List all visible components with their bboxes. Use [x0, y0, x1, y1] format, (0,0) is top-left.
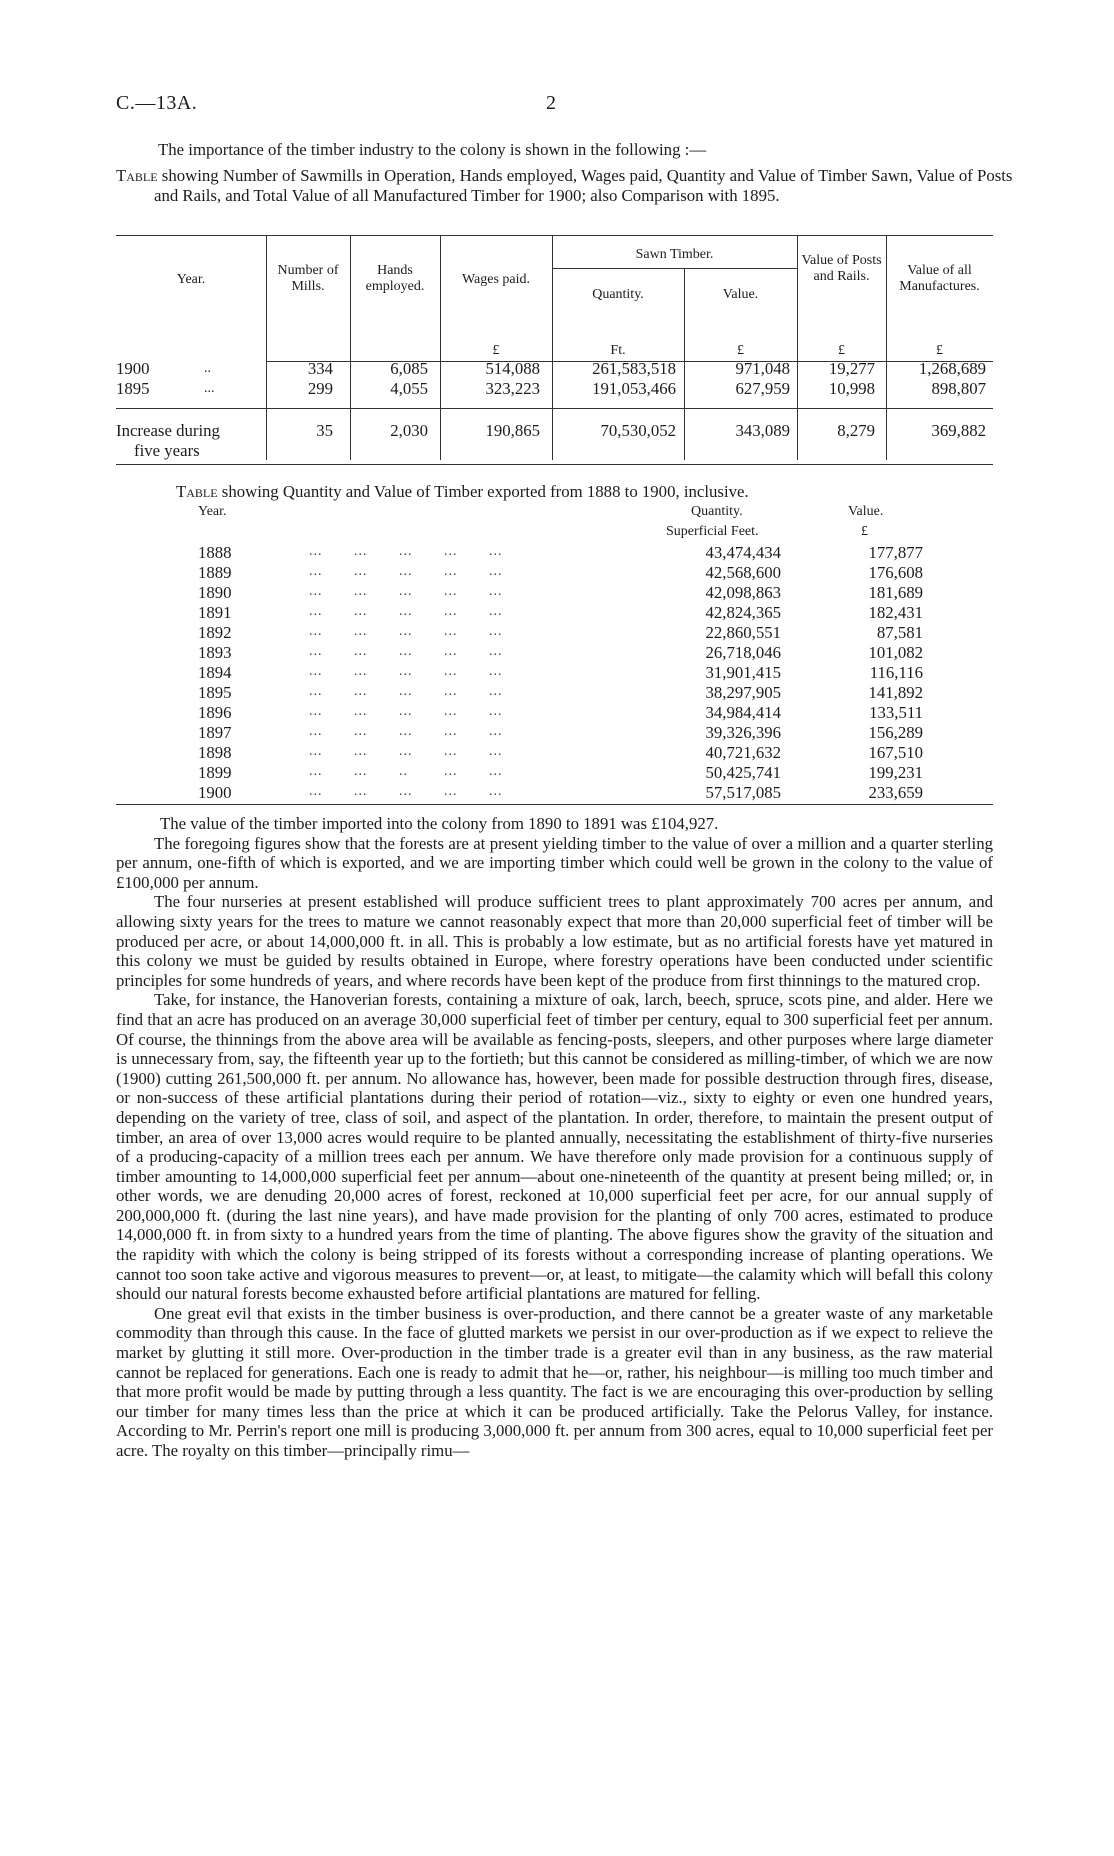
table1-col-divider: [440, 408, 441, 460]
header-quantity-unit: Superficial Feet.: [666, 524, 759, 539]
cell-year: 1896: [198, 703, 232, 722]
cell-leader-dots: ... ... ... ... ...: [309, 604, 503, 619]
table1-col-divider: [886, 408, 887, 460]
cell-value: 343,089: [735, 421, 790, 440]
cell-hands: 2,030: [390, 421, 428, 440]
header-mills: Number of Mills.: [277, 263, 339, 294]
cell-quantity: 26,718,046: [705, 643, 781, 662]
paragraph: The four nurseries at present established will produce sufficient trees to plant approximately 700 acres per annum, and allowing sixty years for the trees to mature we cannot reasonably expect that more than 20,000 superficial feet of timber will be produced per acre, or about 14,000,000 ft. in all. This is probably a low estimate, but as no artificial forests have yet matured in this colony we must be guided by results obtained in Europe, where forestry operations have been conducted under scientific principles for some hundreds of years, and where records have been kept of the produce from first thinnings to the matured crop.: [116, 892, 993, 990]
cell-value: 181,689: [868, 583, 923, 602]
cell-quantity: 22,860,551: [705, 623, 781, 642]
table2-caption: [176, 482, 749, 502]
body-text: [116, 814, 993, 1461]
cell-all: 369,882: [931, 421, 986, 440]
paragraph: One great evil that exists in the timber business is over-production, and there cannot be a greater waste of any marketable commodity than through this cause. In the face of glutted markets we persist in our over-production as if we expect to relieve the market by glutting it still more. Over-production in the timber trade is a greater evil than in any business, as the raw material cannot be replaced for generations. Each one is ready to admit that he—or, rather, his neighbour—is milling too much timber and that more profit would be made by putting through a less quantity. The fact is we are encouraging this over-production by selling our timber for many times less than the price at which it can be produced artificially. Take the Pelorus Valley, for instance. According to Mr. Perrin's report one mill is producing 3,000,000 ft. per annum from 300 acres, equal to 10,000 superficial feet per acre. The royalty on this timber—principally rimu—: [116, 1303, 993, 1460]
cell-value: 133,511: [869, 703, 923, 722]
cell-leader-dots: ... ... ... ... ...: [309, 704, 503, 719]
table1-end-rule: [116, 464, 993, 465]
table1-caption-text: showing Number of Sawmills in Operation, Hands employed, Wages paid, Quantity and Value of Timber Sawn, Value of Posts and Rails, and Total Value of all Manufactured Timber for 1900; also Comparison with 1895.: [154, 166, 1013, 205]
cell-year: 1892: [198, 623, 232, 642]
cell-value: 971,048: [735, 359, 790, 378]
unit-wages: £: [492, 343, 500, 358]
cell-dots: ...: [204, 381, 215, 396]
cell-value: 176,608: [868, 563, 923, 582]
table-row: [116, 643, 993, 663]
intro-sentence: The importance of the timber industry to the colony is shown in the following :—: [158, 140, 707, 159]
cell-leader-dots: ... ... ... ... ...: [309, 564, 503, 579]
header-year: Year.: [198, 504, 227, 519]
cell-leader-dots: ... ... ... ... ...: [309, 684, 503, 699]
cell-year: 1900: [116, 359, 150, 378]
cell-hands: 6,085: [390, 359, 428, 378]
table1-col-divider: [266, 408, 267, 460]
cell-mills: 299: [307, 379, 333, 398]
cell-value: 87,581: [876, 623, 923, 642]
cell-all: 1,268,689: [918, 359, 986, 378]
cell-wages: 190,865: [485, 421, 540, 440]
unit-all: £: [936, 343, 943, 358]
cell-posts: 19,277: [828, 359, 875, 378]
cell-wages: 323,223: [485, 379, 540, 398]
cell-leader-dots: ... ... ... ... ...: [309, 784, 503, 799]
table2-caption-text: showing Quantity and Value of Timber exported from 1888 to 1900, inclusive.: [217, 482, 749, 501]
header-year: Year.: [176, 272, 206, 287]
cell-dots: ..: [204, 361, 211, 376]
table1-top-rule: [116, 235, 993, 236]
table-row: [116, 683, 993, 703]
cell-value: 233,659: [868, 783, 923, 802]
cell-value: 101,082: [868, 643, 923, 662]
table-row: [116, 663, 993, 683]
header-all-manufactures: Value of all Manufactures.: [899, 263, 980, 294]
header-wages: Wages paid.: [461, 272, 531, 287]
cell-quantity: 50,425,741: [705, 763, 781, 782]
table1-caption: [116, 166, 1034, 206]
cell-quantity: 57,517,085: [705, 783, 781, 802]
cell-quantity: 40,721,632: [705, 743, 781, 762]
paragraph: The value of the timber imported into the colony from 1890 to 1891 was £104,927.: [160, 814, 719, 833]
cell-leader-dots: ... ... ... ... ...: [309, 584, 503, 599]
cell-quantity: 42,098,863: [705, 583, 781, 602]
cell-value: 627,959: [735, 379, 790, 398]
cell-year: 1889: [198, 563, 232, 582]
cell-year: 1894: [198, 663, 232, 682]
table1-col-divider: [552, 408, 553, 460]
cell-value: 156,289: [868, 723, 923, 742]
cell-value: 199,231: [868, 763, 923, 782]
cell-year: 1898: [198, 743, 232, 762]
cell-year: 1895: [116, 379, 150, 398]
table-row: [116, 723, 993, 743]
header-posts-rails: Value of Posts and Rails.: [801, 253, 882, 284]
cell-leader-dots: ... ... ... ... ...: [309, 544, 503, 559]
cell-quantity: 42,824,365: [705, 603, 781, 622]
unit-quantity: Ft.: [610, 343, 626, 358]
cell-quantity: 39,326,396: [705, 723, 781, 742]
table-row: [116, 543, 993, 563]
table2-caption-lead: Table: [176, 482, 218, 501]
header-value: Value.: [722, 287, 759, 302]
table-row: [116, 743, 993, 763]
table-row: [116, 763, 993, 783]
cell-year: 1893: [198, 643, 232, 662]
cell-quantity: 191,053,466: [592, 379, 676, 398]
header-quantity: Quantity.: [592, 287, 644, 302]
cell-quantity: 70,530,052: [600, 421, 676, 440]
cell-year: 1891: [198, 603, 232, 622]
cell-year: 1888: [198, 543, 232, 562]
cell-value: 116,116: [869, 663, 923, 682]
header-value: Value.: [848, 504, 884, 519]
table1-col-divider: [797, 408, 798, 460]
unit-posts: £: [838, 343, 845, 358]
table1-sawn-rule: [552, 268, 797, 269]
table1-caption-lead: Table: [116, 166, 158, 185]
paragraph: Take, for instance, the Hanoverian forests, containing a mixture of oak, larch, beech, spruce, scots pine, and alder. Here we find that an acre has produced on an average 30,000 superficial feet of timber per century, equal to 300 superficial feet per annum. Of course, the thinnings from the above area will be available as fencing-posts, sleepers, and other purposes where large diameter is unnecessary from, say, the fifteenth year up to the fortieth; but this cannot be considered as milling-timber, of which we are now (1900) cutting 261,500,000 ft. per annum. No allowance has, however, been made for possible destruction through fires, disease, or non-success of these artificial plantations during their period of rotation—viz., sixty to eighty or even one hundred years, depending on the variety of tree, class of soil, and aspect of the plantation. In order, therefore, to maintain the present output of timber, an area of over 13,000 acres would require to be planted annually, necessitating the establishment of thirty-five nurseries of a producing-capacity of a million trees each per annum. We have therefore only made provision for a continuous supply of timber amounting to 14,000,000 superficial feet per annum—about one-nineteenth of the quantity at present being milled; or, in other words, we are denuding 20,000 acres of forest, reckoned at 10,000 superficial feet per acre, for our annual supply of 200,000,000 ft. (during the last nine years), and have made provision for the planting of only 700 acres, estimated to produce 14,000,000 ft. in from sixty to a hundred years from the time of planting. The above figures show the gravity of the situation and the rapidity with which the colony is being stripped of its forests without a corresponding increase of planting operations. We cannot too soon take active and vigorous measures to prevent—or, at least, to mitigate—the calamity which will befall this colony should our natural forests become exhausted before artificial plantations are matured for felling.: [116, 990, 993, 1304]
cell-value: 141,892: [868, 683, 923, 702]
document-id: C.—13A.: [116, 92, 198, 114]
increase-label: Increase during: [116, 421, 220, 440]
cell-quantity: 43,474,434: [705, 543, 781, 562]
page-number: 2: [546, 92, 556, 114]
cell-quantity: 38,297,905: [705, 683, 781, 702]
header-quantity: Quantity.: [691, 504, 743, 519]
cell-value: 177,877: [868, 543, 923, 562]
table2-bottom-rule: [116, 804, 993, 805]
cell-year: 1895: [198, 683, 232, 702]
cell-posts: 10,998: [828, 379, 875, 398]
table-row: [116, 703, 993, 723]
cell-posts: 8,279: [837, 421, 875, 440]
unit-value: £: [737, 343, 744, 358]
cell-leader-dots: ... ... ... ... ...: [309, 644, 503, 659]
header-value-unit: £: [861, 524, 868, 539]
cell-leader-dots: ... ... .. ... ...: [309, 764, 503, 779]
cell-quantity: 42,568,600: [705, 563, 781, 582]
table1-col-divider: [684, 408, 685, 460]
table-row: [116, 603, 993, 623]
cell-leader-dots: ... ... ... ... ...: [309, 624, 503, 639]
cell-leader-dots: ... ... ... ... ...: [309, 744, 503, 759]
cell-value: 182,431: [868, 603, 923, 622]
cell-mills: 334: [307, 359, 333, 378]
cell-quantity: 34,984,414: [705, 703, 781, 722]
cell-value: 167,510: [868, 743, 923, 762]
header-hands: Hands employed.: [365, 263, 425, 294]
cell-year: 1899: [198, 763, 232, 782]
table-row: [116, 583, 993, 603]
table1-bottom-rule: [116, 408, 993, 409]
table-row: [116, 623, 993, 643]
table1-col-divider: [350, 408, 351, 460]
cell-year: 1890: [198, 583, 232, 602]
cell-quantity: 261,583,518: [592, 359, 676, 378]
table-row: [116, 563, 993, 583]
cell-leader-dots: ... ... ... ... ...: [309, 664, 503, 679]
header-sawn-timber: Sawn Timber.: [635, 247, 714, 262]
cell-mills: 35: [316, 421, 333, 440]
table-row: [116, 783, 993, 803]
cell-leader-dots: ... ... ... ... ...: [309, 724, 503, 739]
cell-all: 898,807: [931, 379, 986, 398]
cell-year: 1900: [198, 783, 232, 802]
cell-year: 1897: [198, 723, 232, 742]
paragraph: The foregoing figures show that the forests are at present yielding timber to the value of over a million and a quarter sterling per annum, one-fifth of which is exported, and we are importing timber which could well be grown in the colony to the value of £100,000 per annum.: [116, 833, 993, 892]
cell-wages: 514,088: [485, 359, 540, 378]
cell-hands: 4,055: [390, 379, 428, 398]
cell-quantity: 31,901,415: [705, 663, 781, 682]
increase-label-continued: five years: [134, 441, 200, 460]
